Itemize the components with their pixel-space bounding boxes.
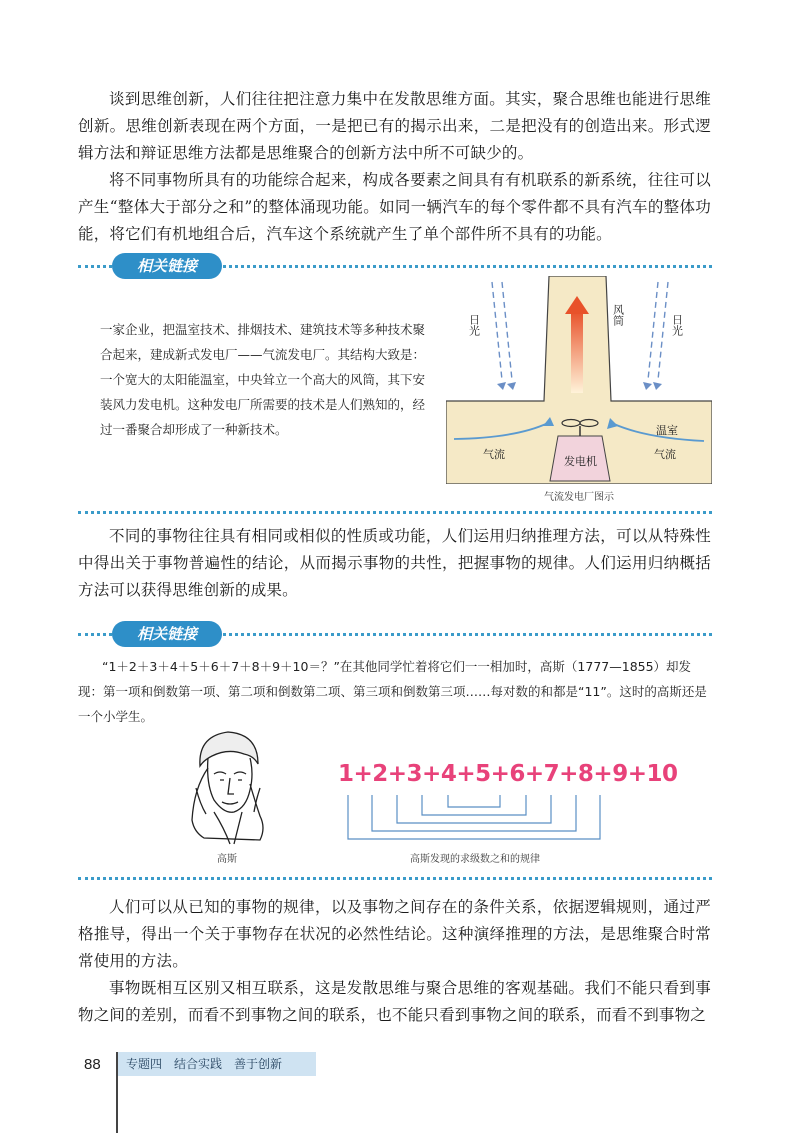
- footer-section-title: 专题四 结合实践 善于创新: [118, 1052, 316, 1076]
- label-sun-right: 日光: [670, 314, 684, 336]
- related-link-tag: 相关链接: [112, 621, 222, 647]
- label-airflow-left: 气流: [483, 448, 505, 461]
- updraft-arrow-shaft: [571, 311, 583, 393]
- paragraph-2: 将不同事物所具有的功能综合起来，构成各要素之间具有有机联系的新系统，往往可以产生“整体大于部分之和”的整体涌现功能。如同一辆汽车的每个零件都不具有汽车的整体功能，将它们有机地组合后，汽车这个系统就产生了单个部件所不具有的功能。: [78, 171, 711, 243]
- label-generator: 发电机: [564, 455, 597, 468]
- label-airflow-right: 气流: [654, 448, 676, 461]
- related-link-tag: 相关链接: [112, 253, 222, 279]
- divider-dotted: [78, 511, 712, 514]
- sequence-expression: 1+2+3+4+5+6+7+8+9+10: [338, 761, 678, 787]
- related-link-text-2: “1＋2＋3＋4＋5＋6＋7＋8＋9＋10＝？”在其他同学忙着将它们一一相加时，高斯（1777—1855）却发现：第一项和倒数第一项、第二项和倒数第二项、第三项和倒数第三项……每对数的和都是“11”。这时的高斯还是一个小学生。: [78, 659, 707, 724]
- sequence-caption: 高斯发现的求级数之和的规律: [410, 854, 540, 865]
- label-chimney: 风筒: [611, 304, 625, 326]
- label-sun-left: 日光: [467, 314, 481, 336]
- label-greenhouse: 温室: [656, 424, 678, 437]
- diagram-caption: 气流发电厂图示: [544, 492, 614, 503]
- pairing-brackets: [338, 793, 612, 845]
- paragraph-4: 人们可以从已知的事物的规律，以及事物之间存在的条件关系，依据逻辑规则，通过严格推导，得出一个关于事物存在状况的必然性结论。这种演绎推理的方法，是思维聚合时常常使用的方法。: [78, 898, 711, 970]
- gauss-caption: 高斯: [217, 854, 237, 865]
- related-link-text-1: 一家企业，把温室技术、排烟技术、建筑技术等多种技术聚合起来，建成新式发电厂——气流发电厂。其结构大致是：一个宽大的太阳能温室，中央耸立一个高大的风筒，其下安装风力发电机。这种发电厂所需要的技术是人们熟知的，经过一番聚合却形成了一种新技术。: [100, 322, 426, 437]
- paragraph-1: 谈到思维创新，人们往往把注意力集中在发散思维方面。其实，聚合思维也能进行思维创新。思维创新表现在两个方面，一是把已有的揭示出来，二是把没有的创造出来。形式逻辑方法和辩证思维方法都是思维聚合的创新方法中所不可缺少的。: [78, 90, 711, 162]
- airflow-power-plant-diagram: [446, 276, 712, 484]
- paragraph-5: 事物既相互区别又相互联系，这是发散思维与聚合思维的客观基础。我们不能只看到事物之间的差别，而看不到事物之间的联系，也不能只看到事物之间的联系，而看不到事物之: [78, 979, 711, 1024]
- paragraph-3: 不同的事物往往具有相同或相似的性质或功能，人们运用归纳推理方法，可以从特殊性中得出关于事物普遍性的结论，从而揭示事物的共性，把握事物的规律。人们运用归纳概括方法可以获得思维创新的成果。: [78, 527, 711, 599]
- page-number: 88: [84, 1056, 101, 1073]
- divider-dotted: [78, 877, 712, 880]
- gauss-portrait: [184, 728, 270, 846]
